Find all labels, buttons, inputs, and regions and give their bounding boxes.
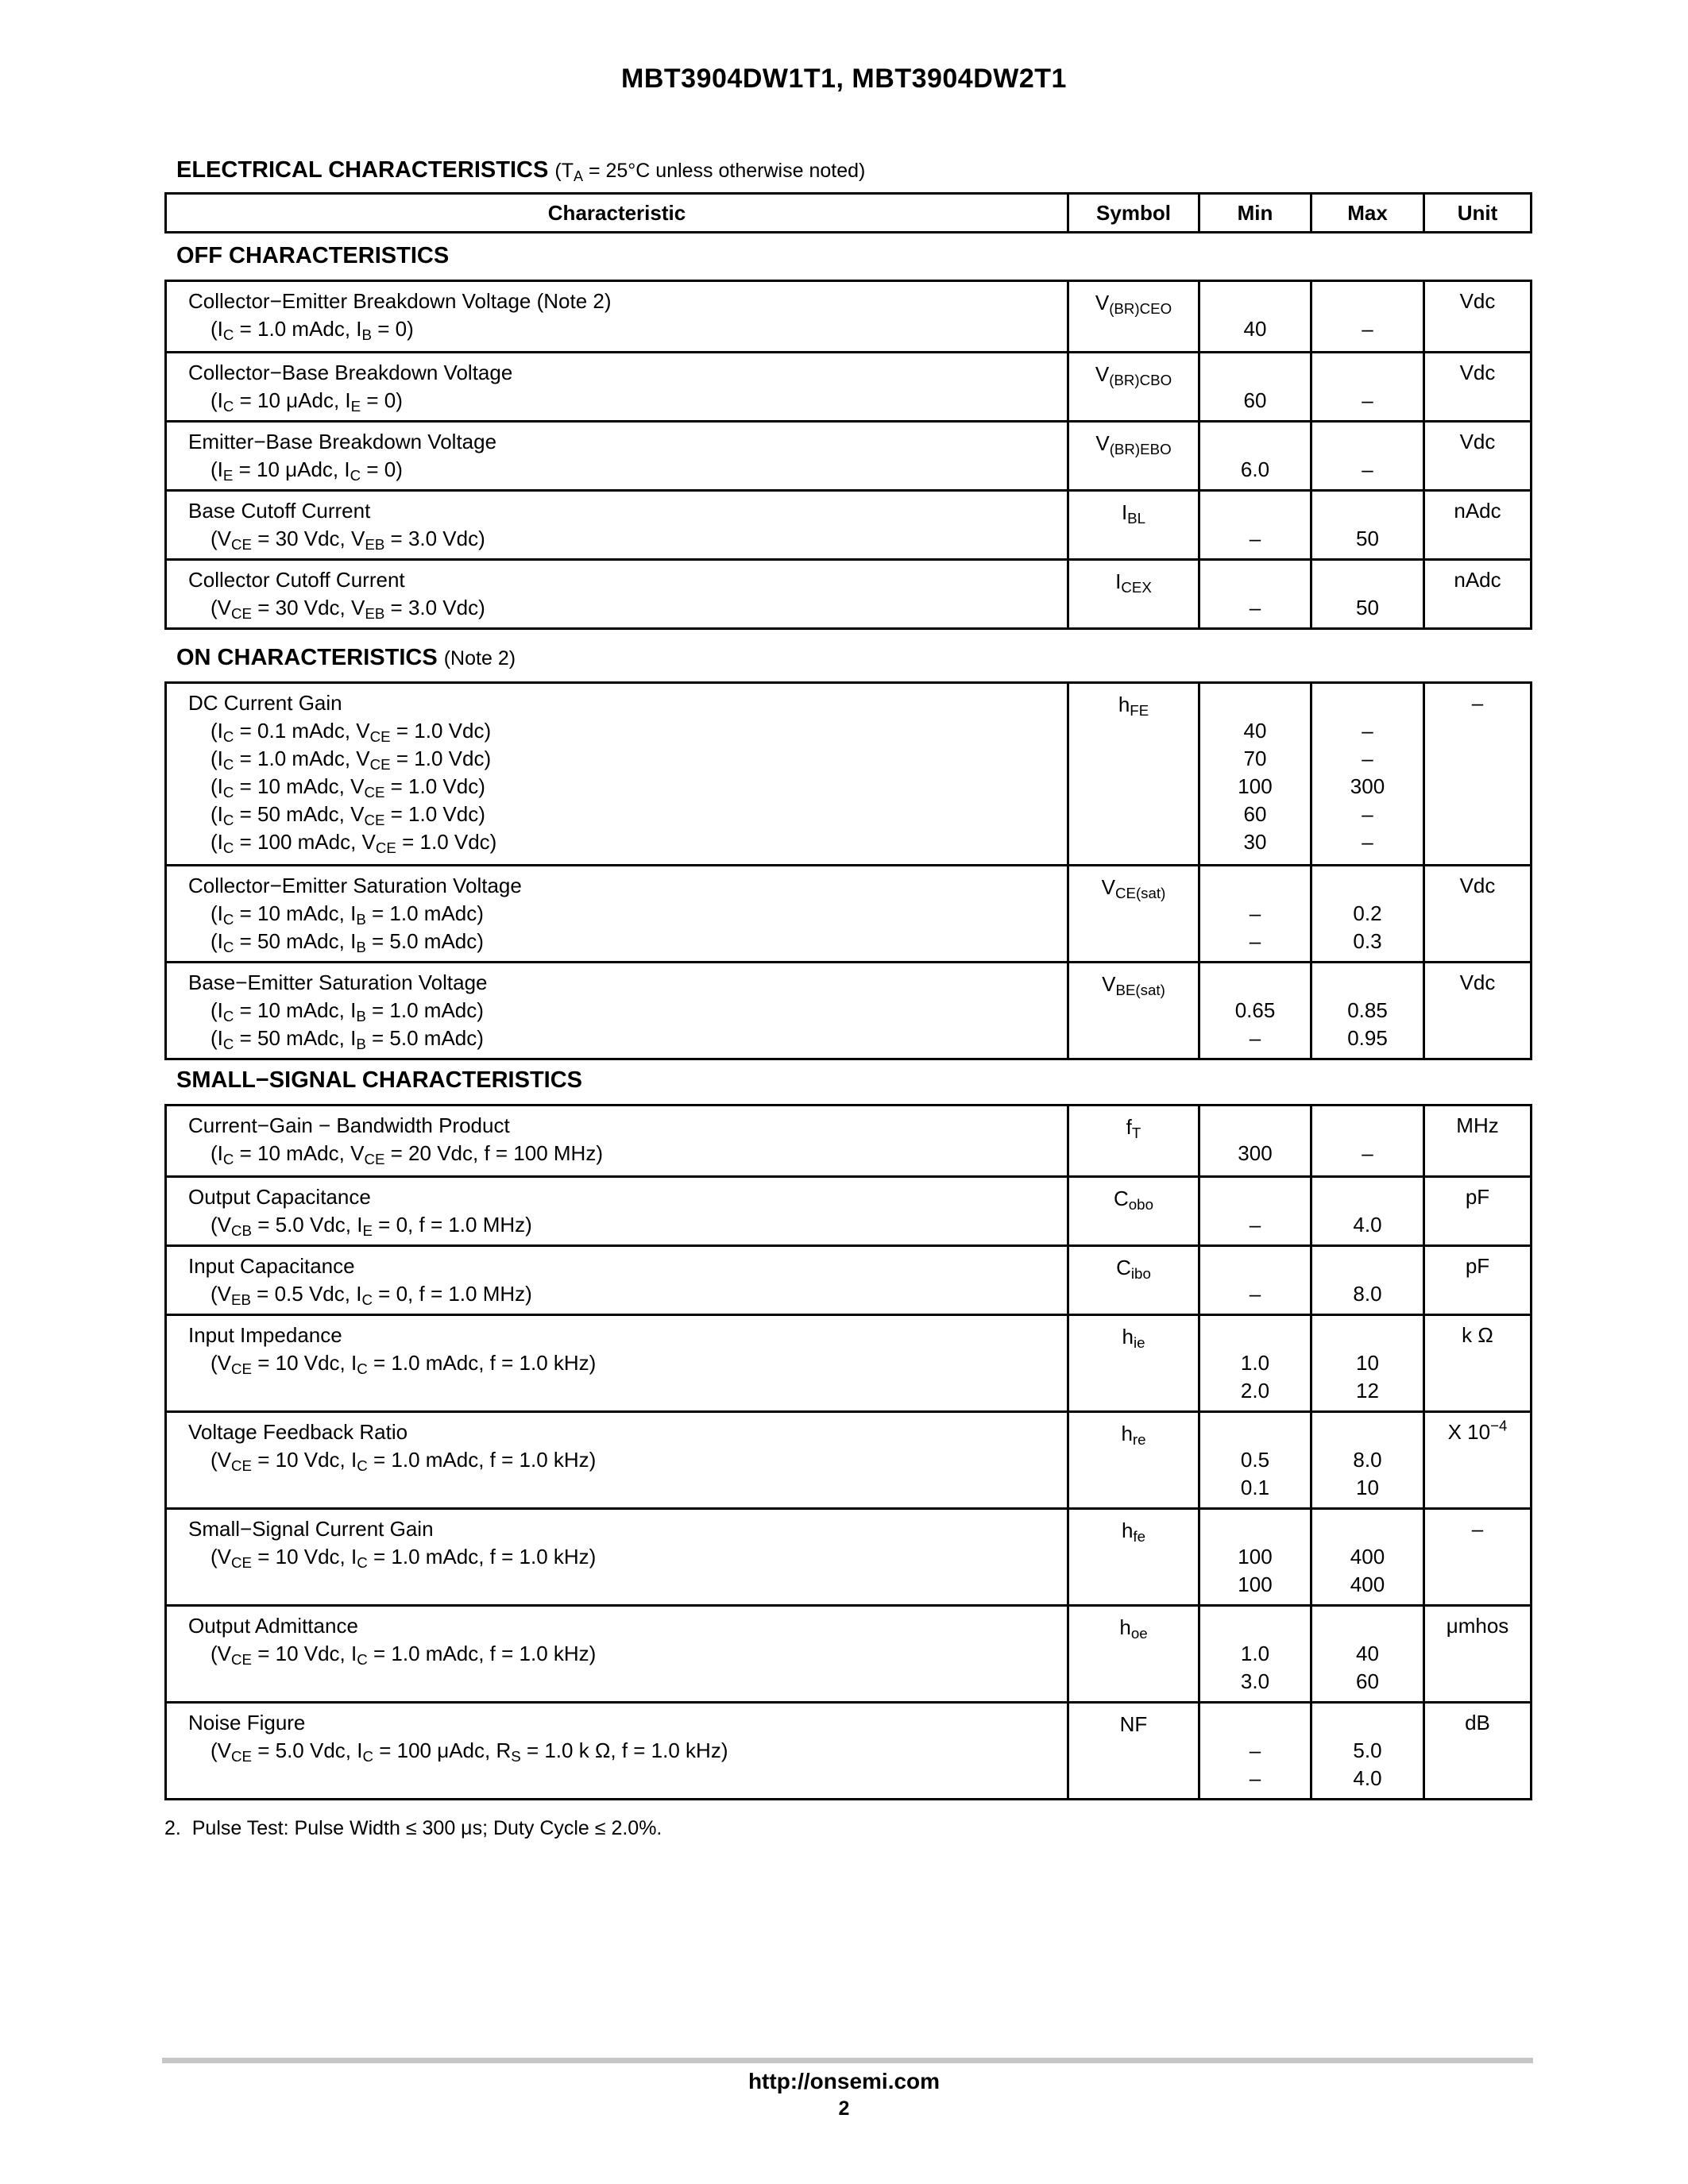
- unit-cell: pF: [1423, 1247, 1530, 1314]
- symbol-cell: $V_{(BR)EBO}$: [1067, 423, 1198, 489]
- max-value-cell: [1310, 866, 1423, 961]
- characteristic-label: Collector−Base Breakdown Voltage: [188, 361, 513, 384]
- max-value: 0.3: [1353, 929, 1382, 953]
- characteristic-label: Input Impedance: [188, 1323, 342, 1347]
- table-row: [167, 282, 1530, 351]
- symbol-cell: $h_{re}$: [1067, 1413, 1198, 1507]
- max-value: 5.0: [1353, 1738, 1382, 1762]
- unit-cell: Vdc: [1423, 866, 1530, 961]
- min-value: –: [1249, 1766, 1261, 1790]
- table-row: [167, 1175, 1530, 1244]
- min-value: 1.0: [1240, 1351, 1270, 1375]
- max-value-cell: [1310, 492, 1423, 558]
- test-condition: ($V_{CE} = 10$ Vdc, $I_C = 1.0$ mAdc, f = 1.0 kHz): [211, 1545, 597, 1572]
- min-value: 6.0: [1240, 457, 1270, 481]
- characteristic-label: Output Capacitance: [188, 1185, 371, 1209]
- min-value: –: [1249, 1738, 1261, 1762]
- test-condition: ($V_{CE} = 5.0$ Vdc, $I_C = 100$ μAdc, $R_S = 1.0$ k Ω, f = 1.0 kHz): [211, 1738, 728, 1765]
- min-value-cell: [1198, 1704, 1310, 1798]
- characteristic-cell: [167, 1178, 1067, 1244]
- footnote: 2. Pulse Test: Pulse Width ≤ 300 μs; Duty Cycle ≤ 2.0%.: [164, 1817, 662, 1839]
- min-value: 60: [1243, 388, 1267, 412]
- unit-cell: k Ω: [1423, 1316, 1530, 1410]
- min-value: 0.65: [1234, 998, 1276, 1022]
- table-row: [167, 1410, 1530, 1507]
- table-row: [167, 1314, 1530, 1410]
- min-value: –: [1249, 1026, 1261, 1050]
- characteristic-cell: [167, 1413, 1067, 1507]
- unit-cell: pF: [1423, 1178, 1530, 1244]
- table-row: [167, 1604, 1530, 1701]
- max-value: 60: [1356, 1669, 1379, 1693]
- max-value: 4.0: [1353, 1766, 1382, 1790]
- table-row: [167, 558, 1530, 627]
- characteristic-cell: [167, 353, 1067, 420]
- max-value: –: [1362, 802, 1373, 826]
- min-value-cell: [1198, 1316, 1310, 1410]
- characteristic-cell: [167, 1247, 1067, 1314]
- max-value-cell: [1310, 1178, 1423, 1244]
- symbol-cell: NF: [1067, 1704, 1198, 1798]
- page-number: 2: [838, 2097, 850, 2120]
- max-value: 0.2: [1353, 901, 1382, 925]
- test-condition: ($V_{EB} = 0.5$ Vdc, $I_C = 0$, f = 1.0 MHz): [211, 1282, 532, 1309]
- min-value: 3.0: [1240, 1669, 1270, 1693]
- min-value-cell: [1198, 1413, 1310, 1507]
- min-value: 100: [1238, 1572, 1273, 1596]
- characteristic-cell: [167, 561, 1067, 627]
- min-value: –: [1249, 596, 1261, 619]
- characteristic-cell: [167, 866, 1067, 961]
- characteristic-cell: [167, 492, 1067, 558]
- max-value-cell: [1310, 684, 1423, 864]
- column-header-unit: Unit: [1423, 195, 1530, 231]
- unit-cell: Vdc: [1423, 963, 1530, 1058]
- test-condition: ($I_C = 10$ mAdc, $V_{CE} = 1.0$ Vdc): [211, 774, 485, 801]
- min-value-cell: [1198, 492, 1310, 558]
- unit-cell: Vdc: [1423, 423, 1530, 489]
- table-row: [167, 684, 1530, 864]
- test-condition: ($I_C = 10$ mAdc, $I_B = 1.0$ mAdc): [211, 901, 484, 928]
- max-value: 0.95: [1347, 1026, 1388, 1050]
- characteristic-label: Collector−Emitter Saturation Voltage: [188, 874, 522, 897]
- min-value: 0.1: [1240, 1476, 1270, 1499]
- unit-cell: dB: [1423, 1704, 1530, 1798]
- test-condition: ($I_C = 10$ mAdc, $V_{CE} = 20$ Vdc, f = 100 MHz): [211, 1141, 603, 1168]
- max-value: 300: [1350, 774, 1385, 798]
- max-value: 50: [1356, 596, 1379, 619]
- table-row: [167, 1701, 1530, 1798]
- characteristic-label: Input Capacitance: [188, 1254, 355, 1278]
- max-value-cell: [1310, 1510, 1423, 1604]
- min-value-cell: [1198, 866, 1310, 961]
- section-title-on: ON CHARACTERISTICS (Note 2): [176, 645, 516, 670]
- max-value-cell: [1310, 1413, 1423, 1507]
- test-condition: ($I_C = 100$ mAdc, $V_{CE} = 1.0$ Vdc): [211, 830, 497, 857]
- max-value-cell: [1310, 1607, 1423, 1701]
- min-value-cell: [1198, 282, 1310, 351]
- test-condition: ($I_C = 50$ mAdc, $I_B = 5.0$ mAdc): [211, 929, 484, 956]
- symbol-cell: $h_{FE}$: [1067, 684, 1198, 864]
- table-row: [167, 489, 1530, 558]
- max-value: 8.0: [1353, 1448, 1382, 1472]
- max-value: –: [1362, 830, 1373, 854]
- table-row: [167, 961, 1530, 1058]
- test-condition: ($I_C = 1.0$ mAdc, $I_B = 0$): [211, 317, 414, 344]
- characteristic-cell: [167, 423, 1067, 489]
- min-value: –: [1249, 1213, 1261, 1237]
- test-condition: ($I_C = 10$ mAdc, $I_B = 1.0$ mAdc): [211, 998, 484, 1025]
- min-value: 1.0: [1240, 1642, 1270, 1665]
- column-header-max: Max: [1310, 195, 1423, 231]
- characteristic-label: Collector Cutoff Current: [188, 568, 405, 592]
- table-row: [167, 1244, 1530, 1314]
- test-condition: ($V_{CB} = 5.0$ Vdc, $I_E = 0$, f = 1.0 MHz): [211, 1213, 532, 1240]
- min-value: –: [1249, 929, 1261, 953]
- min-value-cell: [1198, 353, 1310, 420]
- symbol-cell: $C_{ibo}$: [1067, 1247, 1198, 1314]
- unit-cell: –: [1423, 1510, 1530, 1604]
- symbol-cell: $V_{BE(sat)}$: [1067, 963, 1198, 1058]
- characteristic-label: Output Admittance: [188, 1614, 358, 1638]
- characteristic-cell: [167, 1510, 1067, 1604]
- table-row: [167, 1507, 1530, 1604]
- page-title: MBT3904DW1T1, MBT3904DW2T1: [621, 64, 1067, 94]
- column-header-min: Min: [1198, 195, 1310, 231]
- characteristic-label: Base−Emitter Saturation Voltage: [188, 970, 488, 994]
- symbol-cell: $I_{CEX}$: [1067, 561, 1198, 627]
- max-value-cell: [1310, 1247, 1423, 1314]
- max-value-cell: [1310, 282, 1423, 351]
- test-condition: ($V_{CE} = 10$ Vdc, $I_C = 1.0$ mAdc, f = 1.0 kHz): [211, 1351, 597, 1378]
- test-condition: ($V_{CE} = 30$ Vdc, $V_{EB} = 3.0$ Vdc): [211, 596, 485, 623]
- characteristic-label: Small−Signal Current Gain: [188, 1517, 434, 1541]
- off-characteristics-table: [164, 280, 1532, 630]
- unit-cell: –: [1423, 684, 1530, 864]
- table-row: [167, 864, 1530, 961]
- test-condition: ($V_{CE} = 10$ Vdc, $I_C = 1.0$ mAdc, f = 1.0 kHz): [211, 1448, 597, 1475]
- small-signal-characteristics-table: [164, 1104, 1532, 1800]
- unit-cell: nAdc: [1423, 492, 1530, 558]
- symbol-cell: $V_{(BR)CEO}$: [1067, 282, 1198, 351]
- characteristic-label: Emitter−Base Breakdown Voltage: [188, 430, 497, 453]
- min-value: 40: [1243, 719, 1267, 743]
- characteristic-label: DC Current Gain: [188, 691, 342, 715]
- max-value: 8.0: [1353, 1282, 1382, 1306]
- symbol-cell: $V_{(BR)CBO}$: [1067, 353, 1198, 420]
- characteristic-cell: [167, 684, 1067, 864]
- column-header-symbol: Symbol: [1067, 195, 1198, 231]
- max-value: 40: [1356, 1642, 1379, 1665]
- min-value-cell: [1198, 1106, 1310, 1175]
- min-value: –: [1249, 901, 1261, 925]
- min-value-cell: [1198, 1247, 1310, 1314]
- unit-cell: Vdc: [1423, 353, 1530, 420]
- unit-cell: μmhos: [1423, 1607, 1530, 1701]
- max-value: 0.85: [1347, 998, 1388, 1022]
- min-value: 100: [1238, 1545, 1273, 1569]
- characteristic-cell: [167, 1106, 1067, 1175]
- table-row: [167, 420, 1530, 489]
- min-value: 60: [1243, 802, 1267, 826]
- max-value: 12: [1356, 1379, 1379, 1403]
- min-value-cell: [1198, 1510, 1310, 1604]
- unit-cell: Vdc: [1423, 282, 1530, 351]
- unit-cell: X $10^{-4}$: [1423, 1413, 1530, 1507]
- symbol-cell: $C_{obo}$: [1067, 1178, 1198, 1244]
- max-value: 50: [1356, 527, 1379, 550]
- characteristic-cell: [167, 963, 1067, 1058]
- max-value-cell: [1310, 963, 1423, 1058]
- column-header-characteristic: Characteristic: [547, 200, 686, 225]
- min-value-cell: [1198, 963, 1310, 1058]
- max-value: –: [1362, 317, 1373, 341]
- characteristic-cell: [167, 282, 1067, 351]
- min-value: –: [1249, 1282, 1261, 1306]
- symbol-cell: $V_{CE(sat)}$: [1067, 866, 1198, 961]
- table-row: [167, 351, 1530, 420]
- characteristic-cell: [167, 1704, 1067, 1798]
- max-value: –: [1362, 1141, 1373, 1165]
- unit-cell: MHz: [1423, 1106, 1530, 1175]
- characteristic-cell: [167, 1316, 1067, 1410]
- max-value: 400: [1350, 1572, 1385, 1596]
- min-value-cell: [1198, 561, 1310, 627]
- test-condition: ($I_C = 50$ mAdc, $I_B = 5.0$ mAdc): [211, 1026, 484, 1053]
- max-value: 10: [1356, 1476, 1379, 1499]
- characteristic-label: Collector−Emitter Breakdown Voltage (Note 2): [188, 289, 612, 313]
- max-value-cell: [1310, 423, 1423, 489]
- max-value-cell: [1310, 1316, 1423, 1410]
- test-condition: ($I_C = 50$ mAdc, $V_{CE} = 1.0$ Vdc): [211, 802, 485, 829]
- on-characteristics-table: [164, 681, 1532, 1060]
- min-value: 30: [1243, 830, 1267, 854]
- min-value: 100: [1238, 774, 1273, 798]
- characteristic-cell: [167, 1607, 1067, 1701]
- max-value: 4.0: [1353, 1213, 1382, 1237]
- table-row: [167, 1106, 1530, 1175]
- test-condition: ($I_C = 1.0$ mAdc, $V_{CE} = 1.0$ Vdc): [211, 747, 492, 774]
- max-value: 10: [1356, 1351, 1379, 1375]
- test-condition: ($V_{CE} = 30$ Vdc, $V_{EB} = 3.0$ Vdc): [211, 527, 485, 554]
- characteristic-label: Voltage Feedback Ratio: [188, 1420, 408, 1444]
- min-value: 2.0: [1240, 1379, 1270, 1403]
- min-value: –: [1249, 527, 1261, 550]
- min-value-cell: [1198, 1178, 1310, 1244]
- section-title-small-signal: SMALL−SIGNAL CHARACTERISTICS: [176, 1067, 583, 1093]
- table-header: [164, 192, 1532, 233]
- footer-url: http://onsemi.com: [747, 2069, 941, 2093]
- characteristic-label: Noise Figure: [188, 1711, 306, 1734]
- max-value: 400: [1350, 1545, 1385, 1569]
- unit-cell: nAdc: [1423, 561, 1530, 627]
- max-value-cell: [1310, 353, 1423, 420]
- characteristic-label: Current−Gain − Bandwidth Product: [188, 1113, 510, 1137]
- section-title-off: OFF CHARACTERISTICS: [176, 243, 450, 268]
- max-value-cell: [1310, 1704, 1423, 1798]
- min-value: 40: [1243, 317, 1267, 341]
- max-value: –: [1362, 388, 1373, 412]
- symbol-cell: $h_{ie}$: [1067, 1316, 1198, 1410]
- min-value-cell: [1198, 1607, 1310, 1701]
- symbol-cell: $h_{fe}$: [1067, 1510, 1198, 1604]
- min-value-cell: [1198, 684, 1310, 864]
- min-value-cell: [1198, 423, 1310, 489]
- test-condition: ($V_{CE} = 10$ Vdc, $I_C = 1.0$ mAdc, f = 1.0 kHz): [211, 1642, 597, 1669]
- max-value-cell: [1310, 1106, 1423, 1175]
- max-value: –: [1362, 747, 1373, 770]
- characteristic-label: Base Cutoff Current: [188, 499, 371, 523]
- footer-divider: [162, 2058, 1533, 2063]
- min-value: 300: [1238, 1141, 1273, 1165]
- min-value: 0.5: [1240, 1448, 1270, 1472]
- symbol-cell: $f_T$: [1067, 1106, 1198, 1175]
- min-value: 70: [1243, 747, 1267, 770]
- test-condition: ($I_C = 10$ μAdc, $I_E = 0$): [211, 388, 403, 415]
- max-value-cell: [1310, 561, 1423, 627]
- test-condition: ($I_E = 10$ μAdc, $I_C = 0$): [211, 457, 403, 484]
- max-value: –: [1362, 719, 1373, 743]
- test-condition: ($I_C = 0.1$ mAdc, $V_{CE} = 1.0$ Vdc): [211, 719, 492, 746]
- max-value: –: [1362, 457, 1373, 481]
- symbol-cell: $h_{oe}$: [1067, 1607, 1198, 1701]
- electrical-characteristics-heading: ELECTRICAL CHARACTERISTICS ($T_A = 25^\circ C$ unless otherwise noted): [176, 157, 866, 185]
- symbol-cell: $I_{BL}$: [1067, 492, 1198, 558]
